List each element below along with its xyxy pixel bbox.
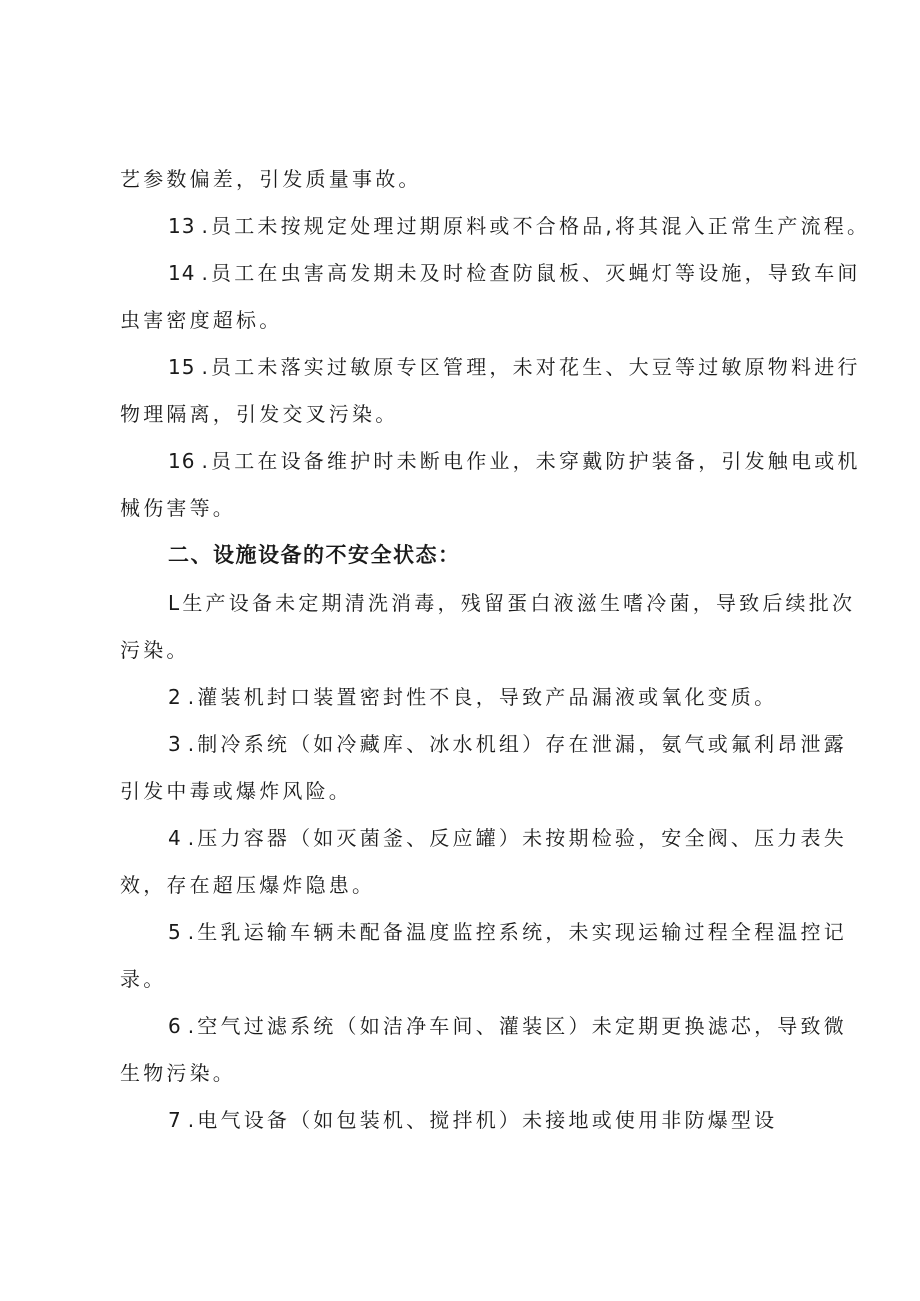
item-text: .灌装机封口装置密封性不良，导致产品漏液或氧化变质。 bbox=[187, 685, 778, 709]
item-number: 16 bbox=[168, 449, 196, 473]
paragraph-line: 虫害密度超标。 bbox=[120, 308, 283, 332]
item-text: .员工在设备维护时未断电作业，未穿戴防护装备，引发触电或机 bbox=[201, 449, 861, 473]
item-number: 15 bbox=[168, 355, 196, 379]
item-number: 7 bbox=[168, 1108, 182, 1132]
list-item-16 bbox=[168, 447, 861, 475]
paragraph-line: 录。 bbox=[120, 967, 167, 991]
paragraph-line: 效，存在超压爆炸隐患。 bbox=[120, 873, 376, 897]
list-item-6 bbox=[168, 1012, 847, 1040]
list-item-5 bbox=[168, 918, 847, 946]
list-item-4 bbox=[168, 824, 847, 852]
list-item-1: L生产设备未定期清洗消毒，残留蛋白液滋生嗜冷菌，导致后续批次 bbox=[168, 591, 856, 615]
item-text: .空气过滤系统（如洁净车间、灌装区）未定期更换滤芯，导致微 bbox=[187, 1014, 847, 1038]
item-number: 13 bbox=[168, 214, 196, 238]
paragraph-line: 污染。 bbox=[120, 638, 190, 662]
item-text: .员工未按规定处理过期原料或不合格品,将其混入正常生产流程。 bbox=[201, 214, 871, 238]
item-text: .电气设备（如包装机、搅拌机）未接地或使用非防爆型设 bbox=[187, 1108, 778, 1132]
paragraph-line: 生物污染。 bbox=[120, 1061, 236, 1085]
paragraph-line: 艺参数偏差，引发质量事故。 bbox=[120, 167, 422, 191]
paragraph-line: 械伤害等。 bbox=[120, 496, 236, 520]
item-text: .生乳运输车辆未配备温度监控系统，未实现运输过程全程温控记 bbox=[187, 920, 847, 944]
list-item-14 bbox=[168, 259, 861, 287]
list-item-13 bbox=[168, 212, 870, 240]
item-number: 14 bbox=[168, 261, 196, 285]
list-item-7 bbox=[168, 1106, 777, 1134]
list-item-3 bbox=[168, 730, 847, 758]
item-text: .制冷系统（如冷藏库、冰水机组）存在泄漏，氨气或氟利昂泄露 bbox=[187, 732, 847, 756]
item-number: 5 bbox=[168, 920, 182, 944]
paragraph-line: 物理隔离，引发交叉污染。 bbox=[120, 402, 399, 426]
paragraph-line: 引发中毒或爆炸风险。 bbox=[120, 779, 352, 803]
item-number: 2 bbox=[168, 685, 182, 709]
item-number: 6 bbox=[168, 1014, 182, 1038]
item-text: .压力容器（如灭菌釜、反应罐）未按期检验，安全阀、压力表失 bbox=[187, 826, 847, 850]
item-text: .员工在虫害高发期未及时检查防鼠板、灭蝇灯等设施，导致车间 bbox=[201, 261, 861, 285]
section-heading: 二、设施设备的不安全状态： bbox=[168, 543, 461, 567]
list-item-15 bbox=[168, 353, 861, 381]
item-number: 4 bbox=[168, 826, 182, 850]
item-number: 3 bbox=[168, 732, 182, 756]
item-text: .员工未落实过敏原专区管理，未对花生、大豆等过敏原物料进行 bbox=[201, 355, 861, 379]
list-item-2 bbox=[168, 683, 777, 711]
